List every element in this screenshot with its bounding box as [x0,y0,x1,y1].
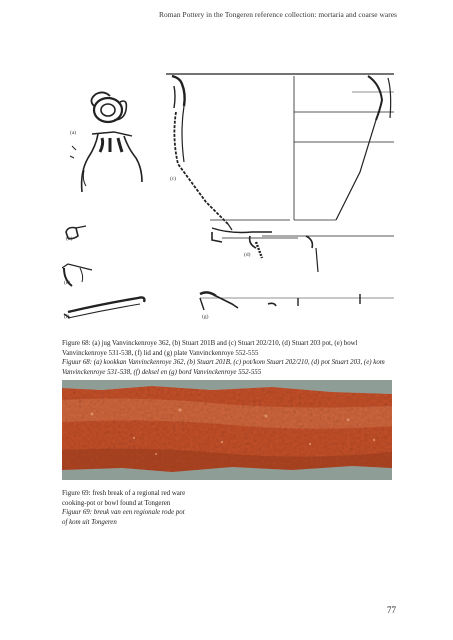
foot-profile [212,228,298,242]
figure-68-caption-dutch: Figuur 68: (a) kookkan Vanvinckenroye 362, (b) Stuart 201B, (c) pot/kom Stuart 202/210, (d) pot Stuart 203, (e) kom Vanvinckenroye 531-538, (f) deksel en (g) bord Vanvinckenroye 552-555 [62,359,385,376]
figure-label-f: (f) [64,314,70,320]
figure-label-e: (e) [64,280,71,286]
plate-profile-g [200,292,394,310]
figure-label-g: (g) [202,314,209,320]
figure-68-caption [62,339,392,377]
pot-profile-d [250,236,394,272]
figure-68-caption-english: Figure 68: (a) jug Vanvinckenroye 362, (b) Stuart 201B and (c) Stuart 202/210, (d) Stuart 203 pot, (e) bowl Vanvinckenroye 531-538, (f) lid and (g) plate Vanvinckenroye 552-555 [62,340,358,357]
figure-69-caption [62,489,190,527]
jug-handle-sketch [91,92,126,122]
running-header: Roman Pottery in the Tongeren reference collection: mortaria and coarse wares [159,10,397,19]
figure-69-caption-dutch: Figuur 69: breuk van een regionale rode pot of kom uit Tongeren [62,509,185,526]
figure-label-d: (d) [244,252,251,258]
figure-69-photo [62,380,392,480]
figure-69-caption-english: Figure 69: fresh break of a regional red ware cooking-pot or bowl found at Tongeren [62,490,186,507]
figure-68-drawing [62,72,394,334]
jug-profile [70,132,142,192]
figure-label-c: (c) [170,176,177,182]
page-number: 77 [387,605,396,615]
figure-label-a: (a) [70,130,77,136]
lid-profile-f [64,298,144,319]
figure-label-b: (b) [66,236,73,242]
large-pot-profile-c [166,74,394,230]
